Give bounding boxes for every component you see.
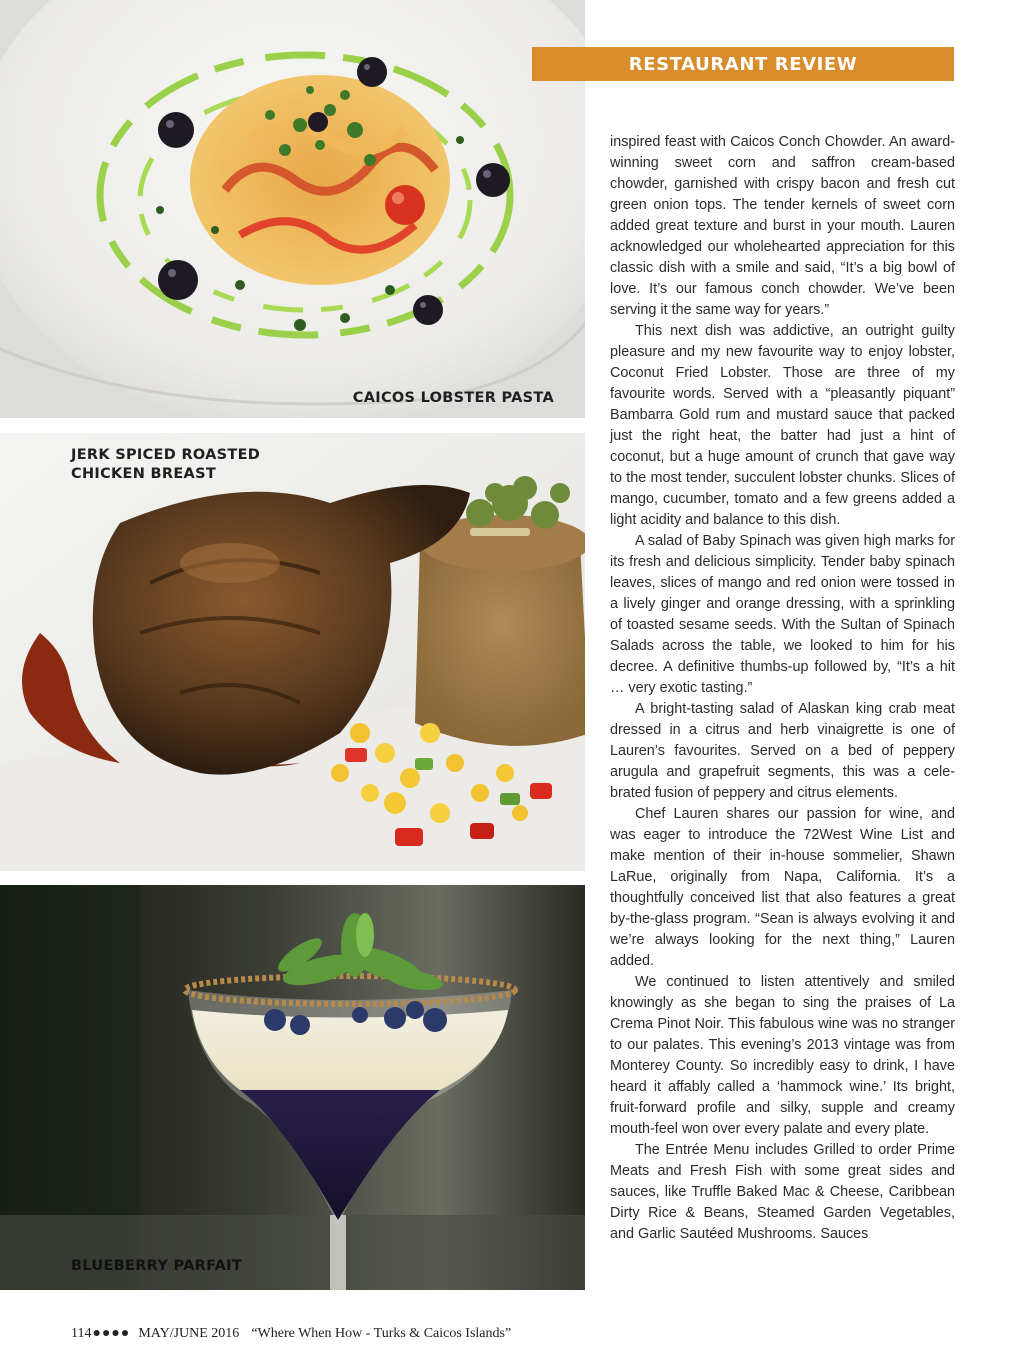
publication-name: “Where When How - Turks & Caicos Islands” (251, 1326, 512, 1341)
issue-date: MAY/JUNE 2016 (138, 1326, 240, 1341)
article-paragraph: inspired feast with Caicos Conch Chowder. An award-winning sweet corn and saffron cream-based chowder, garnished with crispy bacon and fresh cut green onion tops. The tender kernels of sweet corn added great texture and burst in your mouth. Lauren acknowledged our wholehearted appreciation for this classic dish with a smile and said, “It’s a big bowl of love. It’s our famous conch chowder. We’ve been serving it the same way for years.” (610, 134, 955, 318)
article-paragraph: A bright-tasting salad of Alaskan king crab meat dressed in a citrus and herb vinaigrette is one of Lauren’s favourites. Served on a bed of peppery arugula and grapefruit segments, this was a celebrated fusion of peppery and citrus elements. (610, 701, 955, 801)
jerk-chicken-caption-line2: CHICKEN BREAST (71, 466, 217, 482)
article-paragraph: The Entrée Menu includes Grilled to order Prime Meats and Fresh Fish with some great sides and sauces, like Truffle Baked Mac & Cheese, Caribbean Dirty Rice & Beans, Steamed Garden Vegetables, and Garlic Sautéed Mushrooms. Sauces (610, 1142, 955, 1242)
article-paragraph: Chef Lauren shares our passion for wine, and was eager to introduce the 72West Wine List and make mention of their in-house sommelier, Shawn LaRue, originally from Napa, California. It’s a thoughtfully conceived list that also features a great by-the-glass program. “Sean is always evolving it and we’re always looking for the next thing,” Lauren added. (610, 806, 955, 969)
section-title-band: RESTAURANT REVIEW (532, 47, 954, 81)
lobster-pasta-caption: CAICOS LOBSTER PASTA (352, 390, 554, 406)
article-paragraph: A salad of Baby Spinach was given high marks for its fresh and delicious simplicity. Tender baby spinach leaves, slices of mango and red onion were tossed in a lively ginger and orange dressing, with a sprinkling of toasted sesame seeds. With the Sultan of Spinach Salads across the table, we looked to him for his decree. A definitive thumbs-up followed by, “It’s a hit … very exotic tasting.” (610, 533, 955, 696)
article-paragraph: We continued to listen attentively and smiled knowingly as she began to sing the praises of La Crema Pinot Noir. This fabulous wine was no stranger to our palates. This evening’s 2013 vintage was from Monterey County. So incredibly easy to drink, I have heard it affably called a ‘hammock wine.’ Its bright, fruit-forward profile and silky, supple and creamy mouth-feel won over every palate and every plate. (610, 974, 955, 1137)
jerk-chicken-photo (0, 433, 585, 871)
article-body (610, 132, 955, 1245)
jerk-chicken-caption (71, 446, 260, 484)
footer-dots: ●●●● (92, 1326, 131, 1341)
article-paragraph: This next dish was addictive, an outright guilty pleasure and my new favourite way to enjoy lobster, Coconut Fried Lobster. Those are three of my favourite words. Served with a “pleasantly piquant” Bambarra Gold rum and mustard sauce that packed just the right heat, the batter had just a hint of coconut, but a huge amount of crunch that gave way to the most tender, succulent lobster chunks. Slices of mango, cucumber, tomato and a few greens added a light acidity and balance to this dish. (610, 323, 955, 528)
lobster-pasta-photo (0, 0, 585, 418)
page-number: 114 (71, 1326, 92, 1341)
blueberry-parfait-photo (0, 885, 585, 1290)
blueberry-parfait-caption: BLUEBERRY PARFAIT (71, 1258, 243, 1274)
jerk-chicken-caption-line1: JERK SPICED ROASTED (71, 447, 261, 463)
page-footer (71, 1326, 511, 1342)
